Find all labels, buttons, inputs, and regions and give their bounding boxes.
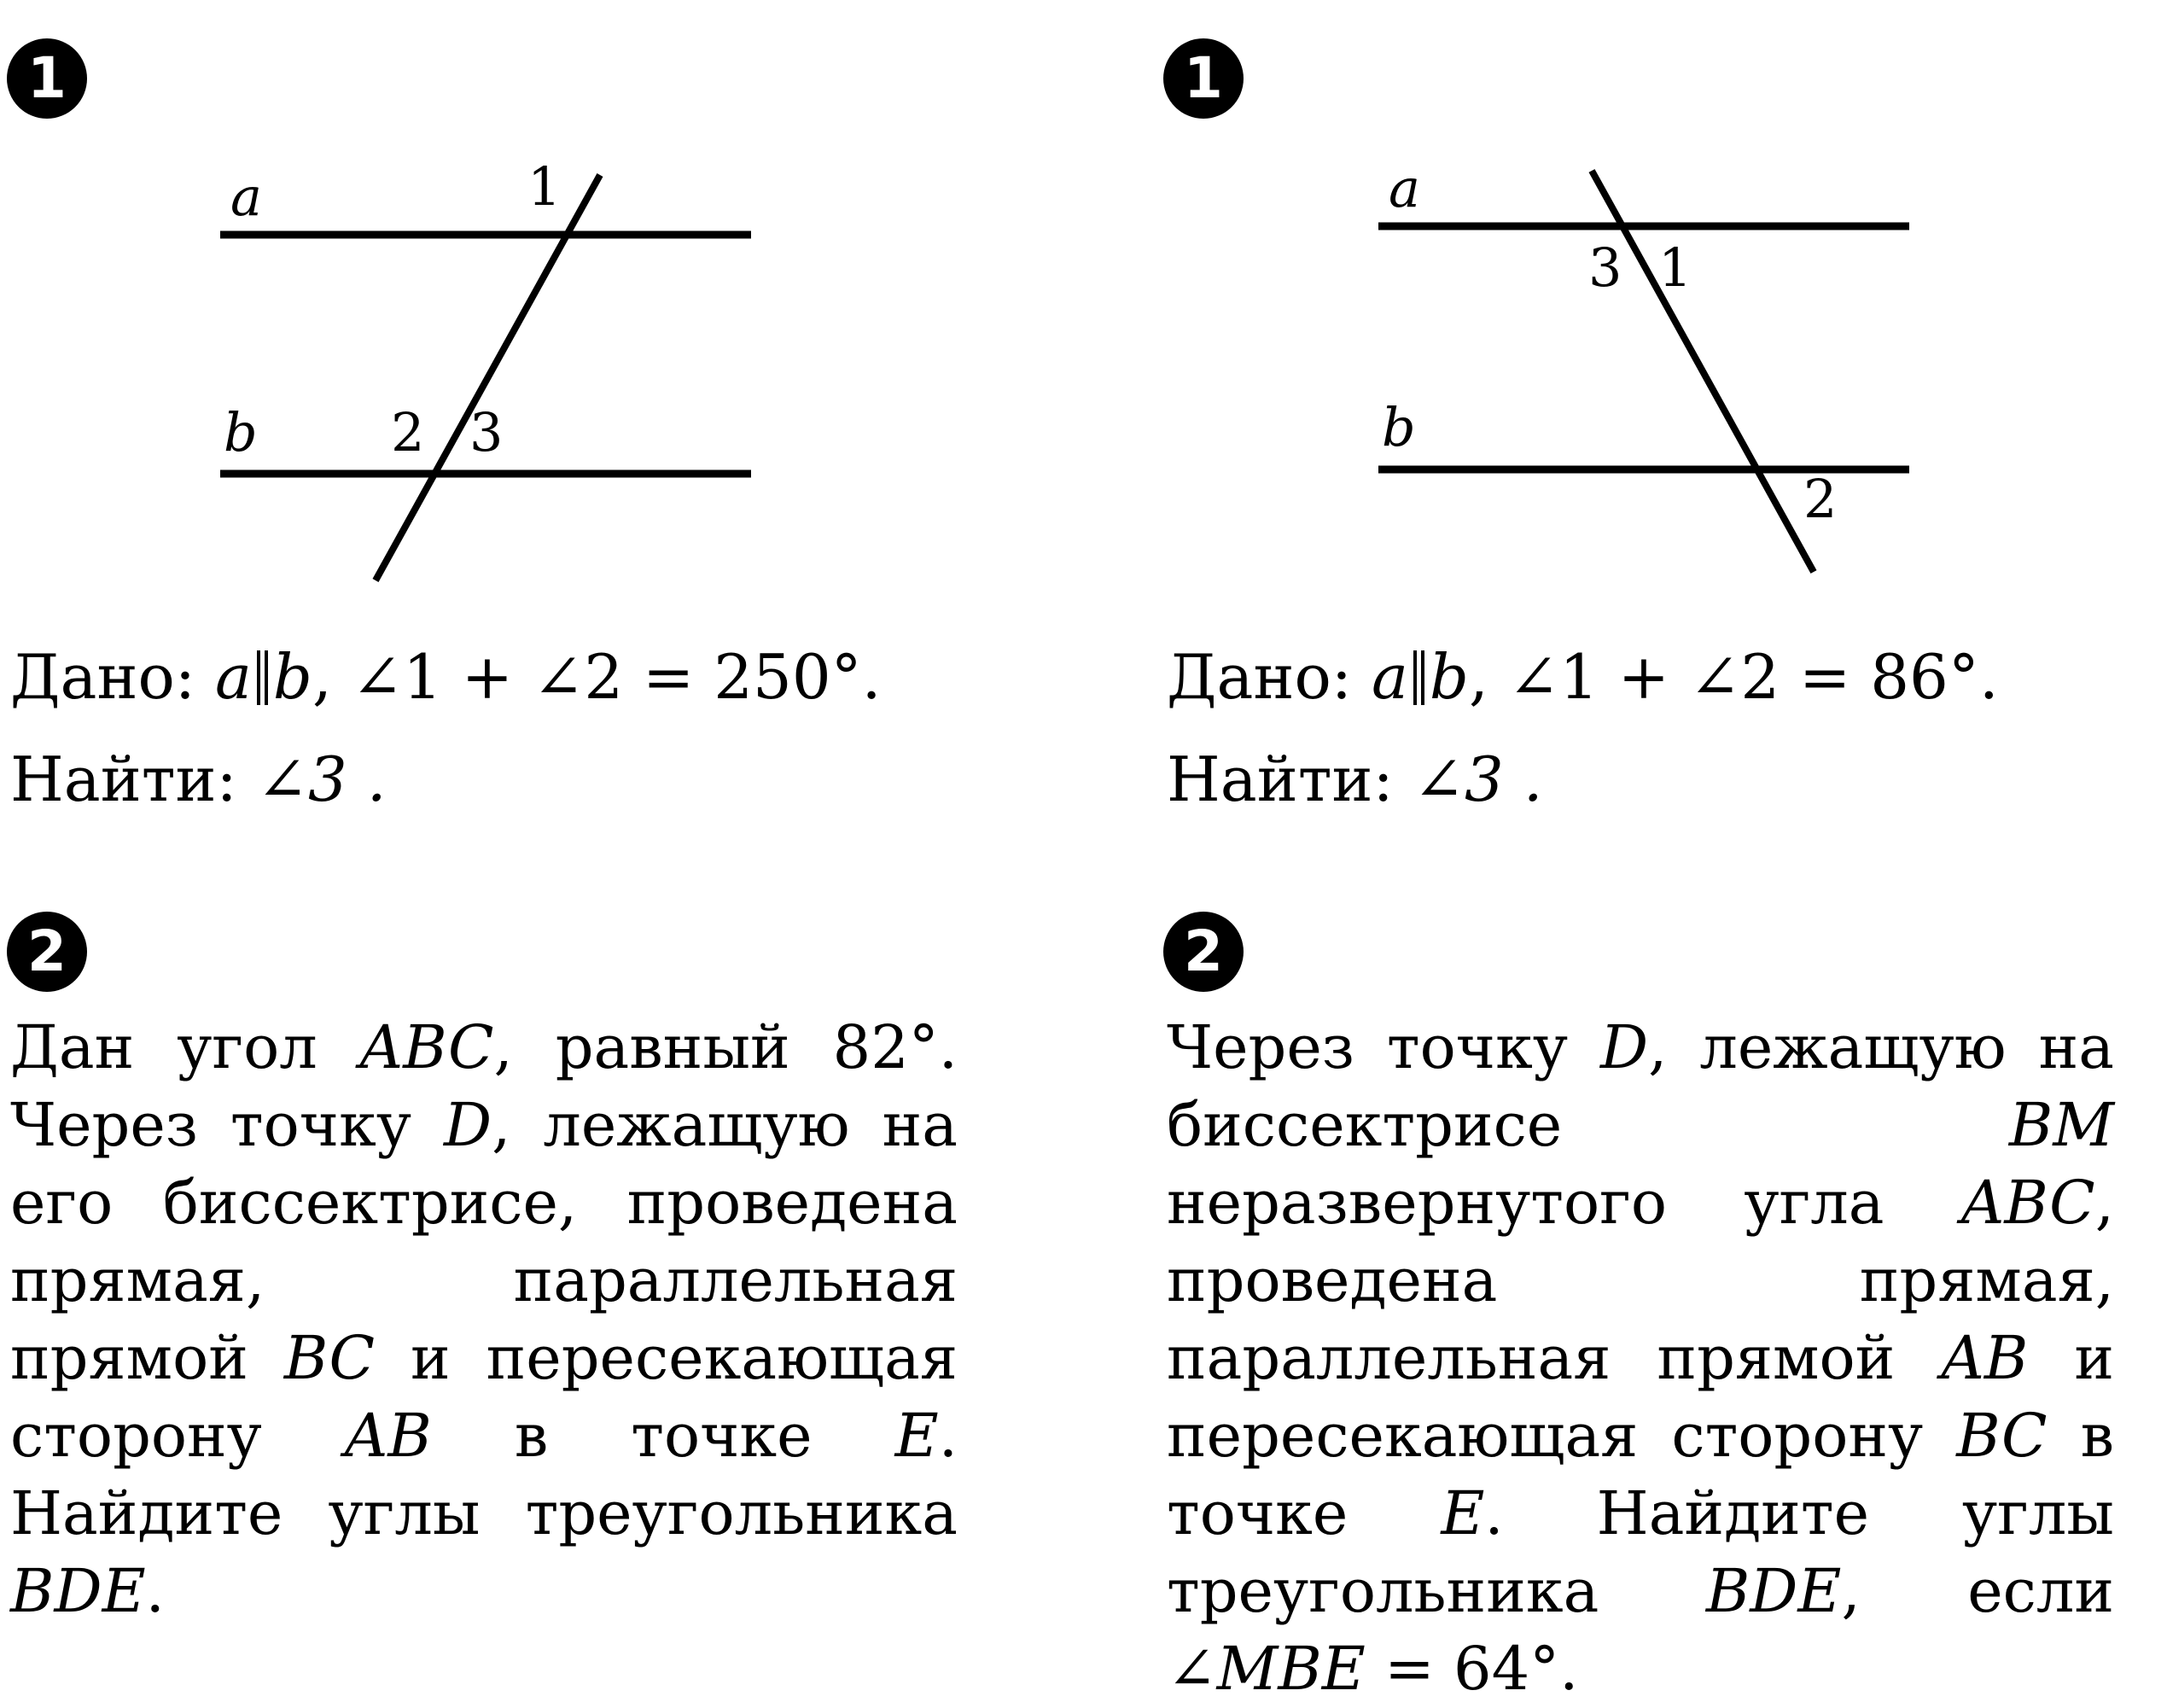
label-angle-2: 2 — [1803, 468, 1838, 530]
find-label: Найти: — [1167, 743, 1394, 815]
figure-parallel-lines — [0, 145, 939, 606]
transversal — [1592, 171, 1814, 572]
task-number-1: 1 — [7, 38, 87, 119]
given-line — [10, 638, 882, 715]
given-b: b — [1429, 641, 1469, 713]
given-a: a — [214, 641, 252, 713]
parallel-symbol — [1413, 650, 1424, 705]
label-angle-1: 1 — [527, 155, 562, 218]
label-a: a — [1389, 157, 1420, 219]
task-number-2: 2 — [7, 912, 87, 992]
label-angle-3: 3 — [1588, 236, 1622, 299]
given-condition: , ∠1 + ∠2 = 86°. — [1468, 641, 1999, 713]
parallel-symbol — [257, 650, 268, 705]
task-number-2: 2 — [1163, 912, 1244, 992]
find-value: ∠3 . — [1413, 743, 1543, 815]
find-label: Найти: — [10, 743, 237, 815]
label-b: b — [224, 401, 258, 463]
given-condition: , ∠1 + ∠2 = 250°. — [312, 641, 882, 713]
task-2-text: Через точку D, лежащую на биссектрисе BM неразвернутого угла ABC, проведена прямая, параллельная прямой AB и пересекающая сторону BC в точке E. Найдите углы треугольника BDE, если ∠MBE = 64°. — [1167, 1012, 2115, 1704]
given-label: Дано: — [10, 641, 196, 713]
variant-right — [1156, 0, 2167, 1704]
given-label: Дано: — [1167, 641, 1353, 713]
label-angle-1: 1 — [1658, 236, 1692, 299]
find-value: ∠3 . — [256, 743, 387, 815]
given-b: b — [272, 641, 312, 713]
figure-parallel-lines — [1156, 145, 2095, 606]
label-a: a — [230, 166, 262, 228]
task-number-1: 1 — [1163, 38, 1244, 119]
label-angle-3: 3 — [469, 401, 504, 463]
find-line — [10, 741, 387, 818]
label-b: b — [1382, 396, 1416, 458]
given-a: a — [1371, 641, 1408, 713]
variant-left — [0, 0, 1024, 1634]
label-angle-2: 2 — [391, 401, 425, 463]
find-line — [1167, 741, 1543, 818]
task-2-text: Дан угол ABC, равный 82°. Через точку D, лежащую на его биссектрисе, проведена прямая, параллельная прямой BC и пересекающая сторону AB в точке E. Найдите углы треугольника BDE. — [10, 1012, 958, 1626]
given-line — [1167, 638, 1999, 715]
